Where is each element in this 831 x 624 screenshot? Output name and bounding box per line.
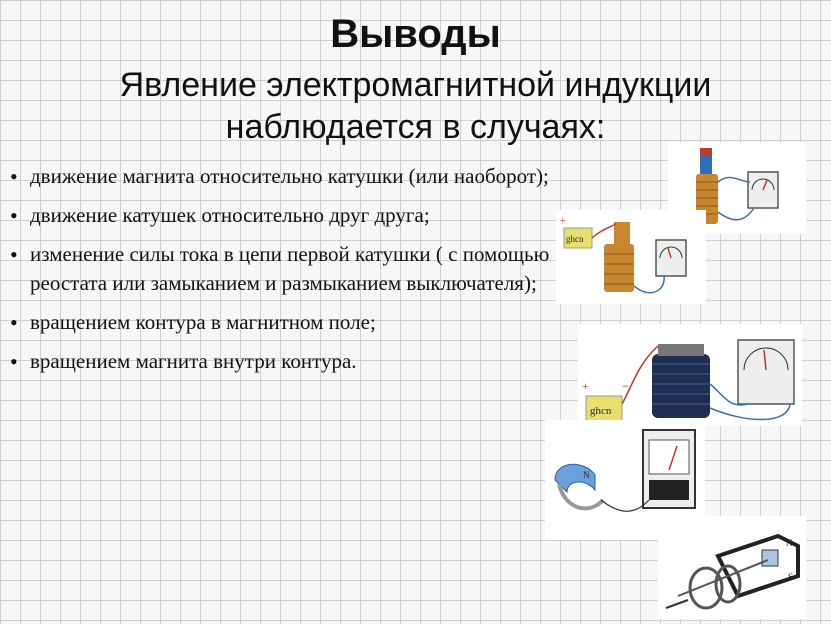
bullet-item: • движение катушек относительно друг друга; bbox=[10, 201, 550, 230]
plus-sign: + bbox=[560, 216, 566, 227]
coil-switch-illustration bbox=[578, 324, 802, 426]
subtitle-line-2: наблюдается в случаях: bbox=[225, 108, 606, 146]
conclusions-list bbox=[10, 162, 570, 386]
bullet-item: • вращением магнита внутри контура. bbox=[10, 347, 570, 376]
battery-label: ghcn bbox=[566, 234, 584, 244]
minus-sign: − bbox=[622, 379, 629, 393]
magnet-n-label: N bbox=[786, 538, 793, 548]
bullet-item: • изменение силы тока в цепи первой катушки ( с помощью реостата или замыканием и размыканием выключателя); bbox=[10, 240, 550, 298]
slide-subtitle bbox=[20, 64, 811, 148]
magnet-n-label: N bbox=[583, 470, 590, 480]
bullet-item: • вращением контура в магнитном поле; bbox=[10, 308, 570, 337]
magnet-s-label: S bbox=[788, 572, 794, 582]
bullet-item: • движение магнита относительно катушки (или наоборот); bbox=[10, 162, 565, 191]
battery-label: ghcn bbox=[590, 405, 612, 417]
rotating-magnet-illustration bbox=[658, 516, 806, 619]
slide-title: Выводы bbox=[330, 12, 501, 56]
two-coils-illustration bbox=[556, 210, 706, 304]
plus-sign: + bbox=[582, 379, 589, 393]
subtitle-line-1: Явление электромагнитной индукции bbox=[119, 66, 712, 104]
